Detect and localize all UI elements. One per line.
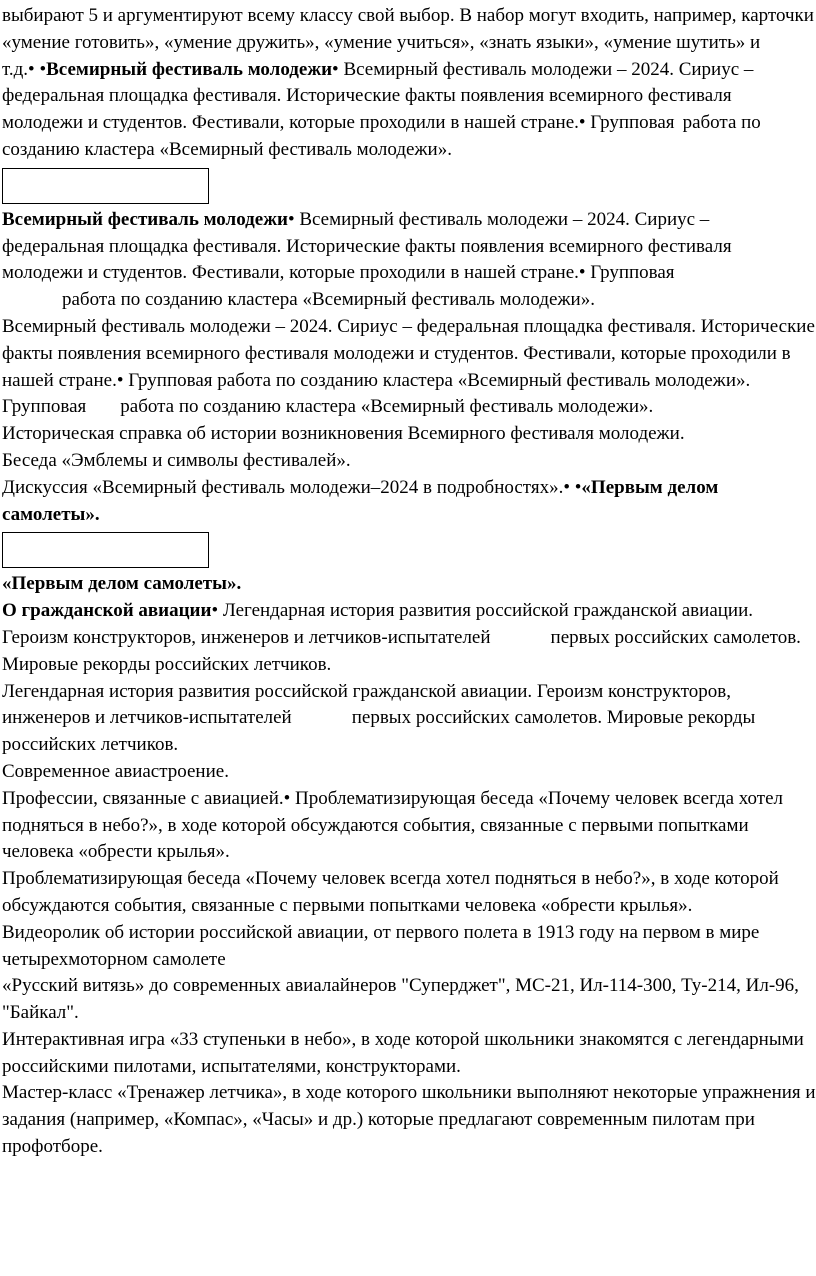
bullet-glyphs: • • xyxy=(28,58,47,80)
text-group: Групповая xyxy=(585,262,675,284)
paragraph-group-work xyxy=(0,394,816,421)
bullet-glyph: • xyxy=(578,112,586,134)
text-cluster: работа по созданию кластера «Всемирный фестиваль молодежи». xyxy=(120,396,654,418)
text-conversation: Проблематизирующая беседа «Почему человек всегда хотел подняться в небо?», в ходе которой обсуждаются события, связанные с первыми попытками человека «обрести крылья». xyxy=(2,787,784,863)
empty-frame-2 xyxy=(2,532,209,568)
heading-civil-aviation: О гражданской авиации xyxy=(2,600,212,622)
paragraph-conversation: Проблематизирующая беседа «Почему человек всегда хотел подняться в небо?», в ходе которой обсуждаются события, связанные с первыми попытками человека «обрести крылья». xyxy=(2,868,779,916)
text-group-work: Групповая работа по созданию кластера «Всемирный фестиваль молодежи». xyxy=(123,369,751,391)
paragraph-aviation-2 xyxy=(0,679,816,759)
paragraph-modern-aircraft: Современное авиастроение. xyxy=(2,760,229,782)
text-discussion: Дискуссия «Всемирный фестиваль молодежи–2024 в подробностях». xyxy=(2,476,564,498)
empty-frame-1 xyxy=(2,168,209,204)
bullet-glyph: • xyxy=(283,787,291,809)
paragraph-game: Интерактивная игра «33 ступеньки в небо», в ходе которой школьники знакомятся с легендарными российскими пилотами, испытателями, конструкторами. xyxy=(2,1028,804,1077)
text-aviation-history: Легендарная история развития российской гражданской авиации. Героизм конструкторов, инженеров и летчиков-испытателей xyxy=(2,680,731,729)
bullet-glyphs: • • xyxy=(563,476,582,498)
paragraph-emblems: Беседа «Эмблемы и символы фестивалей». xyxy=(2,449,351,471)
text-cluster: работа по созданию кластера «Всемирный фестиваль молодежи». xyxy=(2,112,761,160)
bullet-glyph: • xyxy=(332,58,339,80)
paragraph-professions xyxy=(0,786,816,866)
text-etc: т.д. xyxy=(2,58,29,80)
bullet-glyph: • xyxy=(211,600,219,622)
heading-planes-2: «Первым делом самолеты». xyxy=(2,573,242,595)
paragraph-discussion xyxy=(0,475,816,529)
text-group: Групповая xyxy=(585,112,675,134)
text-first-planes: первых российских самолетов. Мировые рекорды российских летчиков. xyxy=(2,707,756,756)
heading-planes: «Первым делом самолеты». xyxy=(2,476,719,525)
text-festival-desc: Всемирный фестиваль молодежи – 2024. Сириус – федеральная площадка фестиваля. Исторические факты появления всемирного фестиваля молодежи и студентов. Фестивали, которые проходили в нашей стране. xyxy=(2,58,754,134)
text-festival-desc: Всемирный фестиваль молодежи – 2024. Сириус – федеральная площадка фестиваля. Исторические факты появления всемирного фестиваля молодежи и студентов. Фестивали, которые проходили в нашей стране. xyxy=(2,208,732,284)
heading-festival: Всемирный фестиваль молодежи xyxy=(2,208,288,230)
paragraph-masterclass: Мастер-класс «Тренажер летчика», в ходе которого школьники выполняют некоторые упражнения и задания (например, «Компас», «Часы» и др.) которые предлагают современным пилотам при профотборе. xyxy=(2,1082,816,1158)
text-festival-desc: Всемирный фестиваль молодежи – 2024. Сириус – федеральная площадка фестиваля. Исторические факты появления всемирного фестиваля молодежи и студентов. Фестивали, которые проходили в нашей стране. xyxy=(2,315,815,391)
paragraph-cluster: работа по созданию кластера «Всемирный фестиваль молодежи». xyxy=(62,289,595,311)
paragraph-history: Историческая справка об истории возникновения Всемирного фестиваля молодежи. xyxy=(2,423,685,445)
paragraph-festival-2 xyxy=(0,207,816,287)
bullet-glyph: • xyxy=(287,208,295,230)
text-group: Групповая xyxy=(2,396,87,418)
bullet-glyph: • xyxy=(578,262,586,284)
paragraph-intro: выбирают 5 и аргументируют всему классу свой выбор. В набор могут входить, например, карточки «умение готовить», «умение дружить», «умение учиться», «знать языки», «умение шутить» и xyxy=(2,5,814,53)
heading-festival: Всемирный фестиваль молодежи xyxy=(46,58,333,80)
paragraph-video: Видеоролик об истории российской авиации, от первого полета в 1913 году на первом в мире четырехмоторном самолете xyxy=(2,921,760,970)
text-first-planes: первых российских самолетов. Мировые рекорды российских летчиков. xyxy=(2,626,801,675)
paragraph-festival-1 xyxy=(0,57,816,164)
paragraph-russian-knight: «Русский витязь» до современных авиалайнеров "Суперджет", МС-21, Ил-114-300, Ту-214, Ил-96, "Байкал". xyxy=(2,975,799,1024)
bullet-glyph: • xyxy=(116,369,124,391)
text-professions: Профессии, связанные с авиацией. xyxy=(2,787,284,809)
text-aviation-history: Легендарная история развития российской гражданской авиации. Героизм конструкторов, инженеров и летчиков-испытателей xyxy=(2,600,754,648)
paragraph-festival-3 xyxy=(0,314,816,394)
paragraph-aviation-1 xyxy=(0,598,816,678)
